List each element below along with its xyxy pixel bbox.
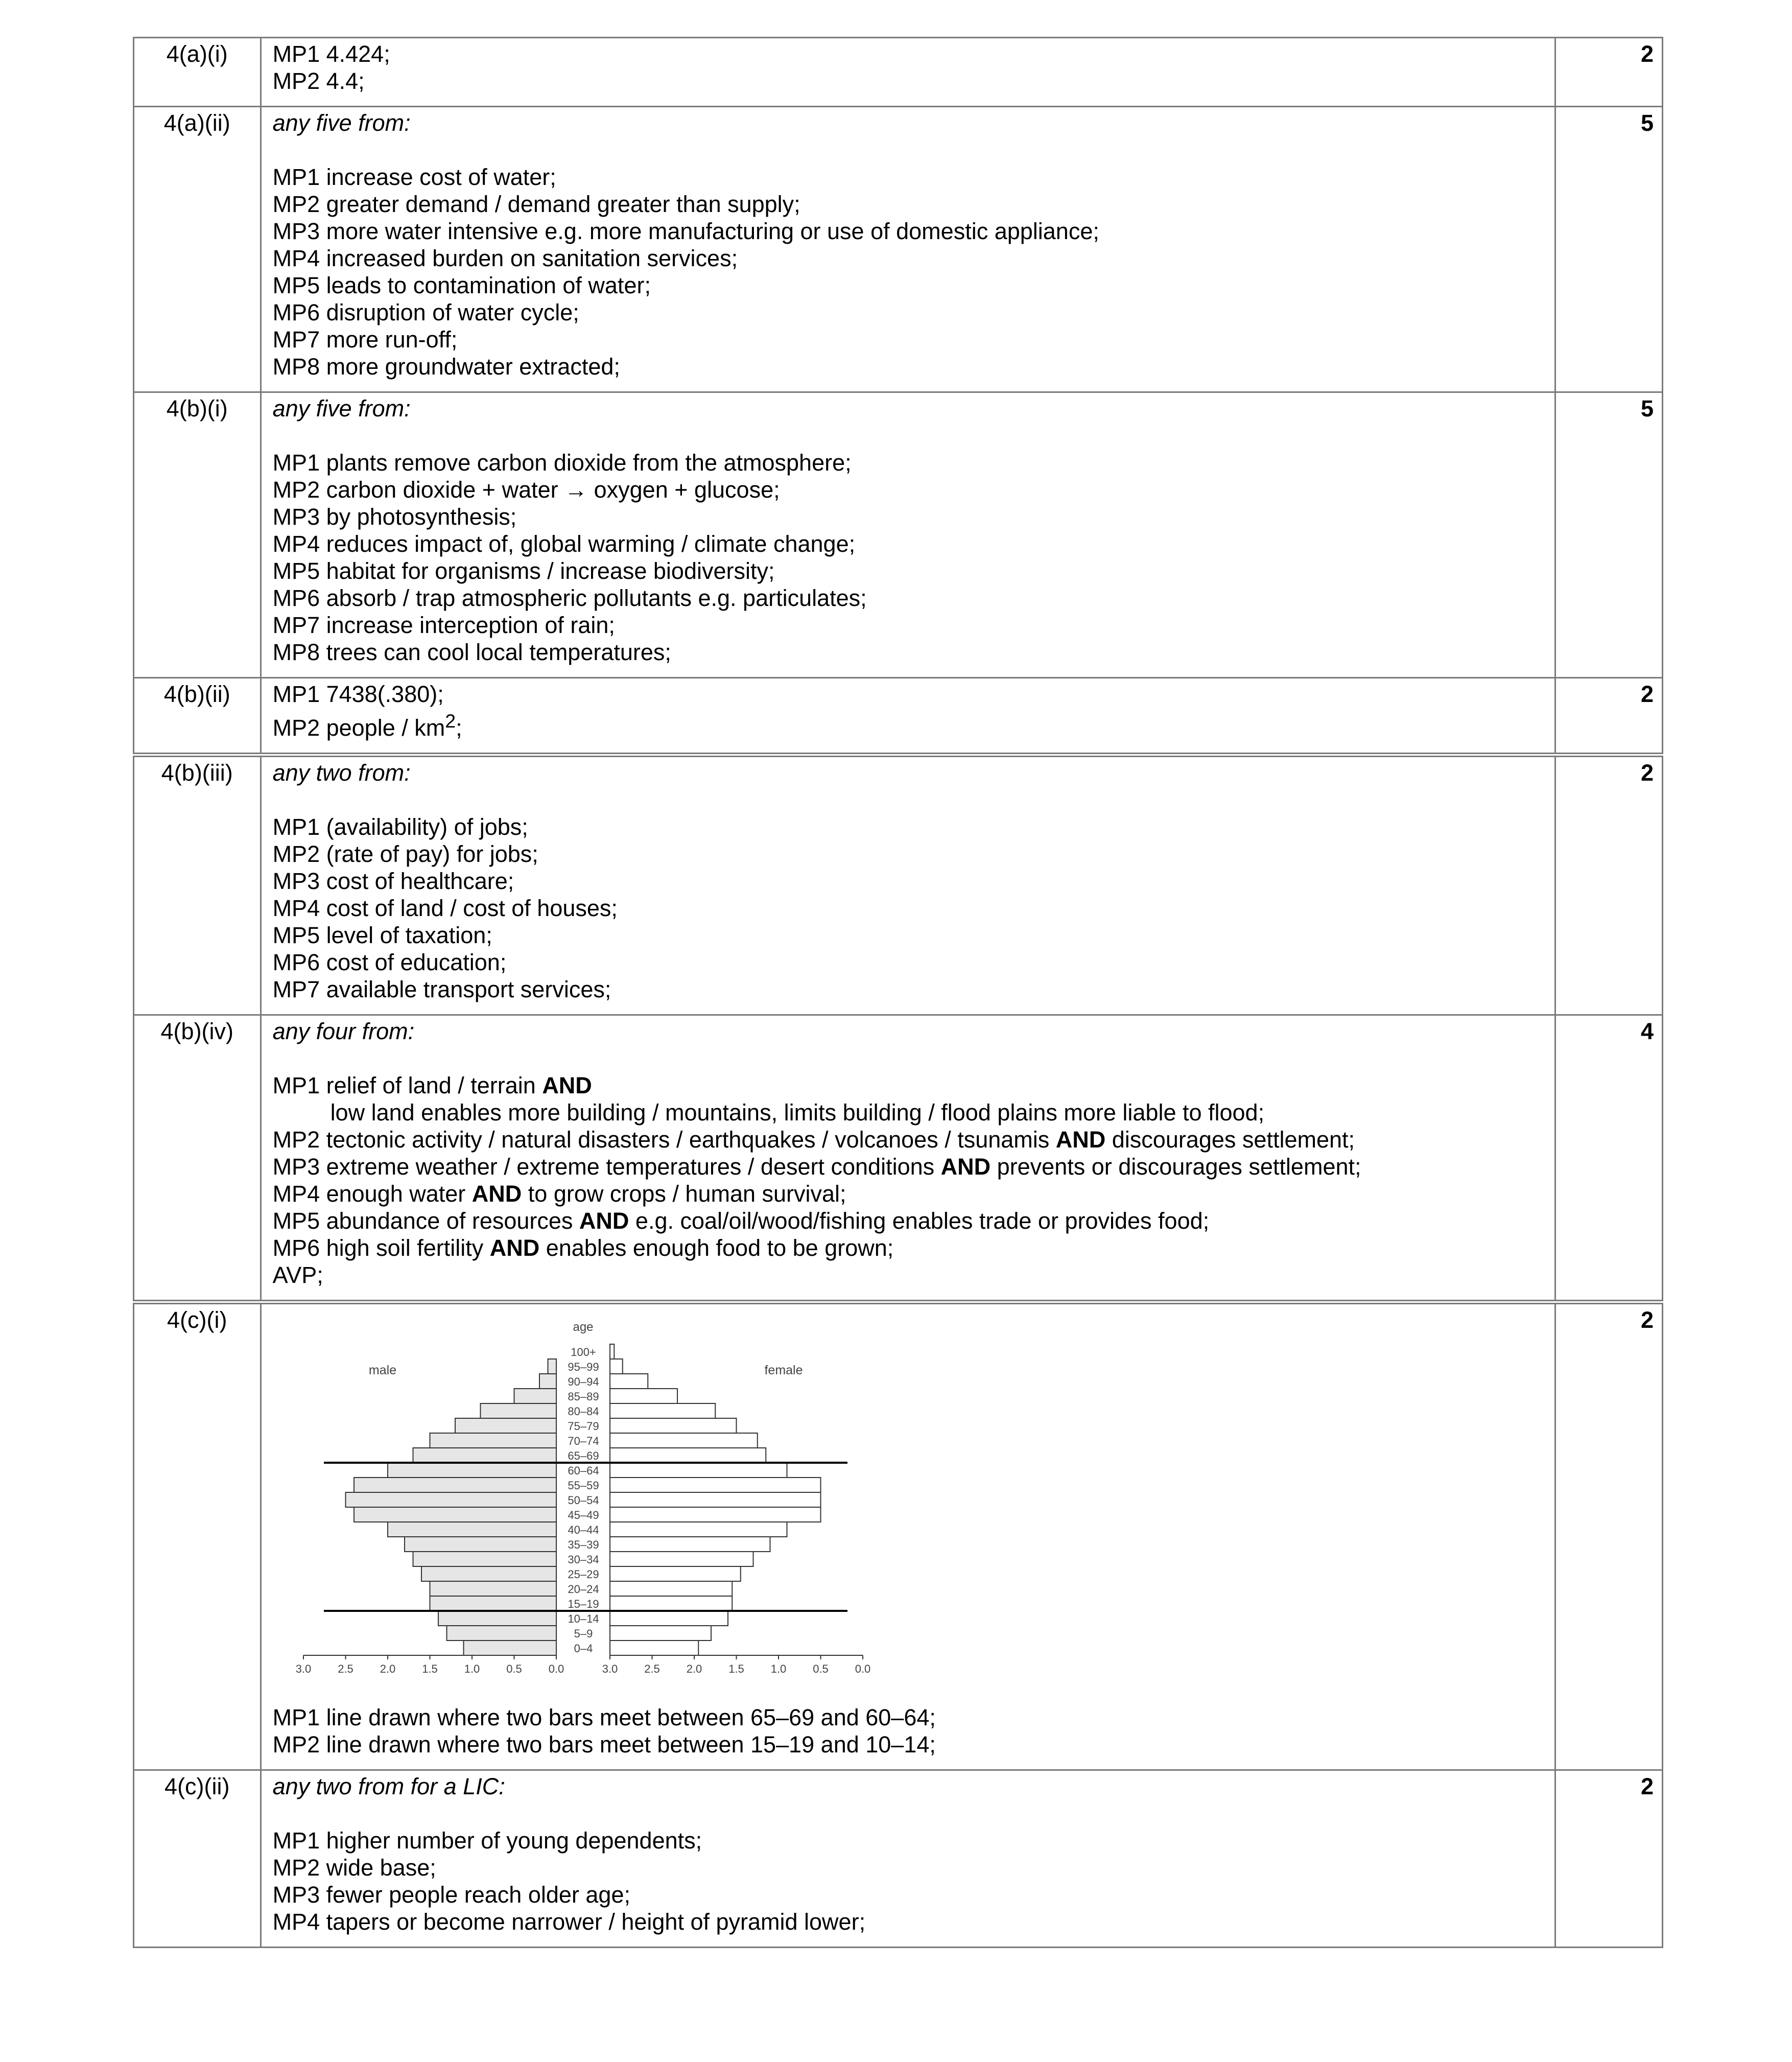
marking-point-text: MP1 increase cost of water; xyxy=(272,164,556,190)
answer-cell xyxy=(261,1770,1555,1948)
x-tick-label-male: 2.5 xyxy=(337,1662,353,1675)
marking-point-text: MP2 people / km xyxy=(272,715,445,741)
marking-point-text: MP3 more water intensive e.g. more manufacturing or use of domestic appliance; xyxy=(272,218,1099,244)
bar-male xyxy=(345,1492,556,1507)
x-tick-label-female: 0.0 xyxy=(855,1662,870,1675)
marking-point-text: prevents or discourages settlement; xyxy=(991,1154,1361,1180)
age-group-label: 90–94 xyxy=(567,1375,599,1388)
question-number: 4(c)(i) xyxy=(134,1302,261,1770)
age-group-label: 55–59 xyxy=(567,1479,599,1492)
question-number: 4(b)(ii) xyxy=(134,678,261,755)
and-keyword: AND xyxy=(579,1208,629,1234)
answer-intro: any five from: xyxy=(272,110,411,136)
age-group-label: 100+ xyxy=(570,1346,596,1358)
bar-female xyxy=(610,1566,741,1581)
bar-female xyxy=(610,1581,732,1596)
bar-female xyxy=(610,1359,623,1374)
marking-point xyxy=(273,895,1554,922)
bar-female xyxy=(610,1552,753,1566)
marking-point-text: MP1 higher number of young dependents; xyxy=(272,1827,702,1854)
marking-point xyxy=(273,503,1554,530)
bar-female xyxy=(610,1641,698,1655)
bar-male xyxy=(388,1522,556,1537)
answer-intro: any five from: xyxy=(272,395,411,421)
question-number: 4(c)(ii) xyxy=(134,1770,261,1948)
marking-point xyxy=(273,1099,1554,1126)
x-tick-label-female: 0.5 xyxy=(812,1662,829,1675)
bar-female xyxy=(610,1492,821,1507)
marking-point-text: MP7 available transport services; xyxy=(272,976,611,1002)
marking-point xyxy=(273,449,1554,476)
answer-row xyxy=(134,755,1663,1015)
answer-row xyxy=(134,38,1663,107)
marking-point xyxy=(273,530,1554,557)
marking-point-text: MP8 more groundwater extracted; xyxy=(272,354,620,380)
marking-point xyxy=(273,949,1554,976)
marking-point xyxy=(273,1234,1554,1261)
x-tick-label-female: 2.0 xyxy=(686,1662,702,1675)
marking-point xyxy=(273,476,1554,503)
marking-point xyxy=(273,1207,1554,1234)
age-group-label: 70–74 xyxy=(567,1435,599,1447)
marking-point-text: MP1 relief of land / terrain xyxy=(272,1072,543,1098)
marking-point-text: MP4 enough water xyxy=(272,1181,472,1207)
age-group-label: 80–84 xyxy=(567,1405,599,1418)
marking-point xyxy=(273,1180,1554,1207)
marks-cell: 2 xyxy=(1555,1770,1662,1948)
marking-point-text: MP4 increased burden on sanitation services; xyxy=(272,245,738,271)
bar-male xyxy=(438,1611,556,1626)
marking-point-text: MP2 greater demand / demand greater than supply; xyxy=(272,191,800,217)
legend-female: female xyxy=(764,1363,803,1377)
marking-point-text: MP1 line drawn where two bars meet between 65–69 and 60–64; xyxy=(272,1704,936,1730)
marking-point-text: MP5 level of taxation; xyxy=(272,922,492,948)
marks-cell: 2 xyxy=(1555,678,1662,755)
marking-point-text: MP2 line drawn where two bars meet between 15–19 and 10–14; xyxy=(272,1731,936,1758)
marking-point xyxy=(273,353,1554,380)
age-group-label: 15–19 xyxy=(567,1598,599,1610)
question-number: 4(b)(iv) xyxy=(134,1015,261,1302)
bar-female xyxy=(610,1463,787,1478)
marking-point-text: e.g. coal/oil/wood/fishing enables trade or provides food; xyxy=(629,1208,1210,1234)
answer-cell xyxy=(261,678,1555,755)
answer-intro: any four from: xyxy=(272,1018,415,1044)
superscript: 2 xyxy=(445,710,456,732)
marking-point xyxy=(273,1261,1554,1288)
question-number: 4(b)(i) xyxy=(134,392,261,678)
age-group-label: 20–24 xyxy=(567,1583,599,1596)
and-keyword: AND xyxy=(940,1154,991,1180)
bar-female xyxy=(610,1418,737,1433)
marking-point-text: MP7 increase interception of rain; xyxy=(272,612,615,638)
answer-cell xyxy=(261,1302,1555,1770)
marking-point-text: AVP; xyxy=(272,1262,323,1288)
bar-female xyxy=(610,1611,728,1626)
answer-cell xyxy=(261,392,1555,678)
marking-point-text: MP2 (rate of pay) for jobs; xyxy=(272,841,538,867)
population-pyramid-chart xyxy=(295,1316,891,1683)
marking-point xyxy=(273,1881,1554,1908)
bar-male xyxy=(354,1507,556,1522)
x-tick-label-male: 2.0 xyxy=(380,1662,395,1675)
bar-female xyxy=(610,1537,770,1552)
x-tick-label-male: 1.5 xyxy=(421,1662,438,1675)
marking-point xyxy=(273,639,1554,666)
age-group-label: 40–44 xyxy=(567,1524,599,1536)
answer-row xyxy=(134,107,1663,392)
x-tick-label-male: 0.5 xyxy=(506,1662,522,1675)
marking-point-text: MP4 cost of land / cost of houses; xyxy=(272,895,618,921)
answer-row xyxy=(134,392,1663,678)
marking-point xyxy=(273,584,1554,612)
and-keyword: AND xyxy=(471,1181,522,1207)
bar-male xyxy=(446,1626,556,1641)
marking-point xyxy=(273,163,1554,191)
bar-male xyxy=(413,1552,556,1566)
marking-point xyxy=(273,868,1554,895)
and-keyword: AND xyxy=(542,1072,592,1098)
marking-point xyxy=(273,299,1554,326)
marking-point-text: MP6 high soil fertility xyxy=(272,1235,490,1261)
answer-row xyxy=(134,1015,1663,1302)
bar-female xyxy=(610,1433,758,1448)
age-group-label: 85–89 xyxy=(567,1390,599,1403)
marking-point-text: MP6 cost of education; xyxy=(272,949,507,975)
age-group-label: 30–34 xyxy=(567,1553,599,1566)
answer-cell xyxy=(261,38,1555,107)
bar-male xyxy=(430,1581,556,1596)
marking-point xyxy=(273,272,1554,299)
marks-cell: 5 xyxy=(1555,107,1662,392)
marking-point-text: ; xyxy=(456,715,462,741)
x-tick-label-female: 2.5 xyxy=(644,1662,660,1675)
answer-cell xyxy=(261,107,1555,392)
answer-intro: any two from for a LIC: xyxy=(272,1773,505,1799)
bar-male xyxy=(548,1359,556,1374)
bar-male xyxy=(539,1374,556,1389)
marking-point xyxy=(273,326,1554,353)
marks-cell: 2 xyxy=(1555,755,1662,1015)
marking-point-text: enables enough food to be grown; xyxy=(539,1235,894,1261)
marking-point-text: MP6 disruption of water cycle; xyxy=(272,299,579,325)
marking-point-text: discourages settlement; xyxy=(1105,1127,1355,1153)
legend-male: male xyxy=(368,1363,396,1377)
marking-point xyxy=(273,976,1554,1003)
marking-point-text: MP1 4.424; xyxy=(272,41,390,67)
marking-point-text: MP3 cost of healthcare; xyxy=(272,868,514,894)
marking-point-text: MP6 absorb / trap atmospheric pollutants e.g. particulates; xyxy=(272,585,867,611)
age-group-label: 95–99 xyxy=(567,1361,599,1373)
bar-male xyxy=(430,1433,556,1448)
marking-point xyxy=(273,1126,1554,1153)
age-group-label: 5–9 xyxy=(574,1627,593,1640)
x-tick-label-male: 3.0 xyxy=(295,1662,311,1675)
marking-point xyxy=(273,557,1554,584)
bar-male xyxy=(455,1418,556,1433)
marking-point xyxy=(273,191,1554,218)
bar-female xyxy=(610,1389,677,1403)
x-tick-label-female: 1.5 xyxy=(728,1662,744,1675)
age-group-label: 10–14 xyxy=(567,1612,599,1625)
bar-male xyxy=(354,1478,556,1492)
question-number: 4(a)(i) xyxy=(134,38,261,107)
marking-point xyxy=(273,612,1554,639)
marking-point-text: MP5 abundance of resources xyxy=(272,1208,579,1234)
marking-point-text: MP1 plants remove carbon dioxide from the atmosphere; xyxy=(272,450,852,476)
marking-point-text: MP2 4.4; xyxy=(272,68,365,94)
answer-cell xyxy=(261,1015,1555,1302)
marking-point xyxy=(273,922,1554,949)
marks-cell: 2 xyxy=(1555,1302,1662,1770)
marking-point xyxy=(273,1854,1554,1881)
age-group-label: 50–54 xyxy=(567,1494,599,1507)
marking-point xyxy=(273,40,1554,67)
marking-point xyxy=(273,1908,1554,1935)
answer-intro: any two from: xyxy=(272,760,411,786)
marking-point-text: MP1 7438(.380); xyxy=(272,681,444,707)
bar-female xyxy=(610,1507,821,1522)
x-tick-label-male: 0.0 xyxy=(548,1662,564,1675)
age-group-label: 0–4 xyxy=(574,1642,593,1655)
marking-point xyxy=(273,708,1554,741)
bar-male xyxy=(413,1448,556,1463)
marking-point xyxy=(273,218,1554,245)
marking-point xyxy=(273,813,1554,840)
marking-point xyxy=(273,840,1554,868)
bar-male xyxy=(480,1403,556,1418)
marking-point xyxy=(273,1827,1554,1854)
bar-female xyxy=(610,1374,648,1389)
marking-point-text: MP3 extreme weather / extreme temperatures / desert conditions xyxy=(272,1154,941,1180)
marking-point xyxy=(273,1704,1554,1731)
bar-female xyxy=(610,1448,766,1463)
x-tick-label-female: 1.0 xyxy=(770,1662,786,1675)
marking-point-text: MP2 carbon dioxide + water → oxygen + glucose; xyxy=(272,477,780,503)
marking-point xyxy=(273,1153,1554,1180)
answer-row xyxy=(134,1770,1663,1948)
bar-female xyxy=(610,1478,821,1492)
bar-female xyxy=(610,1344,614,1359)
age-group-label: 65–69 xyxy=(567,1449,599,1462)
marking-point xyxy=(273,245,1554,272)
bar-male xyxy=(463,1641,556,1655)
marks-cell: 4 xyxy=(1555,1015,1662,1302)
bar-female xyxy=(610,1522,787,1537)
bar-male xyxy=(514,1389,556,1403)
marking-point xyxy=(273,681,1554,708)
age-group-label: 45–49 xyxy=(567,1509,599,1521)
marking-point xyxy=(273,1072,1554,1099)
marking-point-text: MP3 by photosynthesis; xyxy=(272,504,517,530)
and-keyword: AND xyxy=(489,1235,540,1261)
age-group-label: 75–79 xyxy=(567,1420,599,1433)
question-number: 4(b)(iii) xyxy=(134,755,261,1015)
age-group-label: 60–64 xyxy=(567,1464,599,1477)
x-tick-label-female: 3.0 xyxy=(602,1662,618,1675)
answer-row xyxy=(134,678,1663,755)
answer-cell xyxy=(261,755,1555,1015)
bar-female xyxy=(610,1403,715,1418)
marking-point-text: to grow crops / human survival; xyxy=(522,1181,846,1207)
age-group-label: 25–29 xyxy=(567,1568,599,1581)
and-keyword: AND xyxy=(1055,1127,1106,1153)
bar-male xyxy=(421,1566,556,1581)
marking-point-text: MP2 tectonic activity / natural disasters / earthquakes / volcanoes / tsunamis xyxy=(272,1127,1056,1153)
marking-point-text: MP5 habitat for organisms / increase biodiversity; xyxy=(272,558,775,584)
bar-female xyxy=(610,1626,711,1641)
mark-scheme-table xyxy=(133,37,1663,1948)
marking-point-text: MP7 more run-off; xyxy=(272,326,458,353)
chart-title: age xyxy=(573,1320,594,1334)
bar-male xyxy=(388,1463,556,1478)
marking-point-text: MP1 (availability) of jobs; xyxy=(272,814,528,840)
marking-point-text: MP3 fewer people reach older age; xyxy=(272,1882,630,1908)
marking-point-text: MP8 trees can cool local temperatures; xyxy=(272,639,671,665)
bar-male xyxy=(405,1537,556,1552)
marking-point-text: MP5 leads to contamination of water; xyxy=(272,272,651,298)
answer-row xyxy=(134,1302,1663,1770)
marks-cell: 5 xyxy=(1555,392,1662,678)
marking-point-text: MP2 wide base; xyxy=(272,1855,436,1881)
question-number: 4(a)(ii) xyxy=(134,107,261,392)
age-group-label: 35–39 xyxy=(567,1538,599,1551)
bar-male xyxy=(430,1596,556,1611)
marking-point-text: low land enables more building / mountains, limits building / flood plains more liable to flood; xyxy=(330,1099,1265,1126)
marking-point xyxy=(273,1731,1554,1758)
x-tick-label-male: 1.0 xyxy=(464,1662,480,1675)
bar-female xyxy=(610,1596,732,1611)
marking-point-text: MP4 reduces impact of, global warming / climate change; xyxy=(272,531,856,557)
marking-point xyxy=(273,67,1554,95)
marks-cell: 2 xyxy=(1555,38,1662,107)
marking-point-text: MP4 tapers or become narrower / height of pyramid lower; xyxy=(272,1909,866,1935)
